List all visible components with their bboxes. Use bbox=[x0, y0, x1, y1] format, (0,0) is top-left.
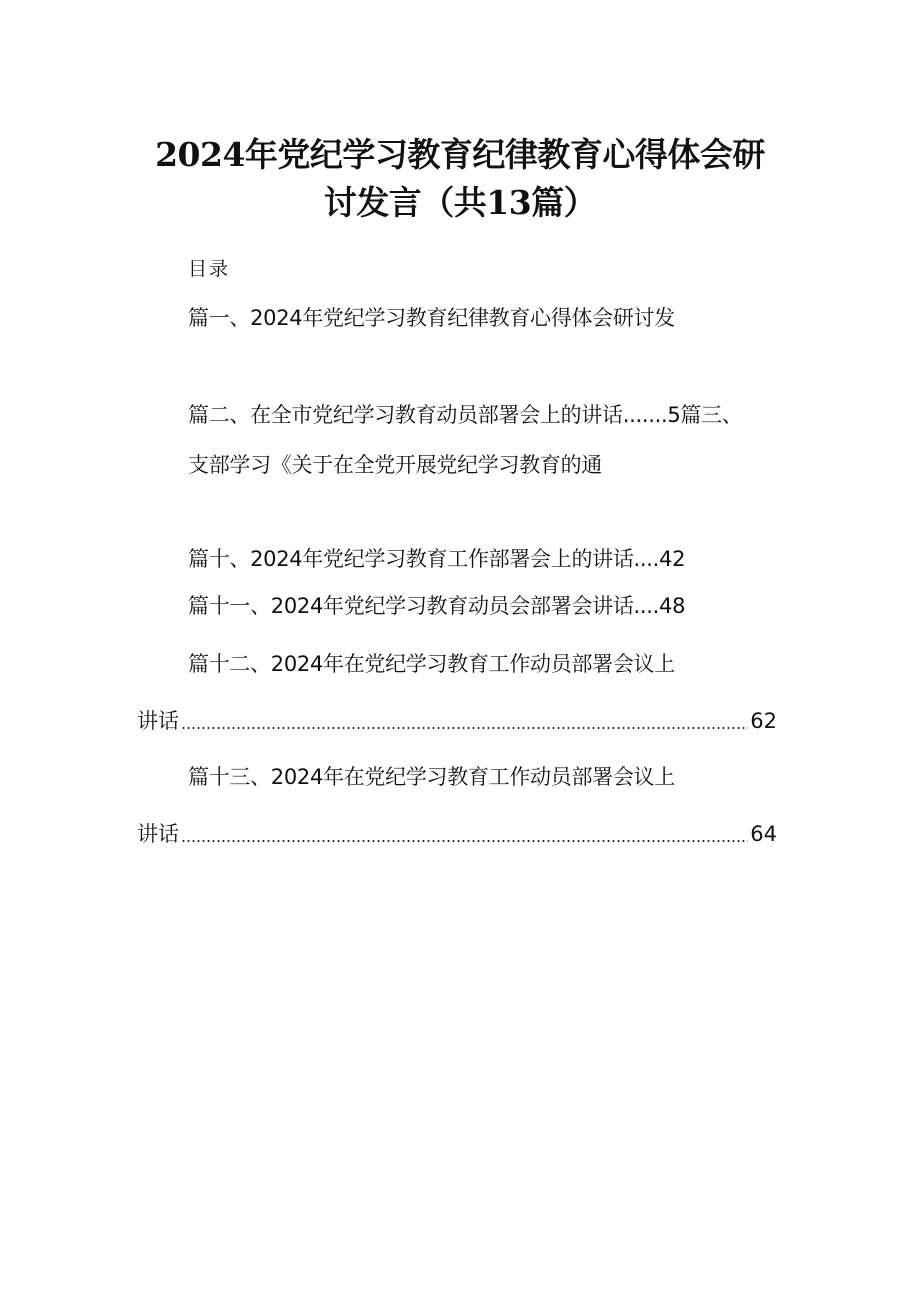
toc-entry[interactable]: 篇一、2024年党纪学习教育纪律教育心得体会研讨发 bbox=[188, 306, 675, 330]
toc-entry[interactable]: 篇二、在全市党纪学习教育动员部署会上的讲话.......5篇三、 bbox=[188, 403, 743, 427]
toc-page-number: 62 bbox=[750, 709, 777, 733]
toc-entry-label: 讲话 bbox=[137, 822, 179, 846]
toc-entry-continuation[interactable] bbox=[137, 819, 777, 849]
toc-entry[interactable]: 篇十三、2024年在党纪学习教育工作动员部署会议上 bbox=[188, 765, 675, 789]
toc-entry-continuation[interactable] bbox=[137, 706, 777, 736]
toc-entry[interactable]: 支部学习《关于在全党开展党纪学习教育的通 bbox=[188, 453, 602, 477]
toc-heading: 目录 bbox=[188, 258, 231, 280]
toc-entry[interactable]: 篇十二、2024年在党纪学习教育工作动员部署会议上 bbox=[188, 652, 675, 676]
toc-entry[interactable]: 篇十、2024年党纪学习教育工作部署会上的讲话....42 bbox=[188, 547, 686, 571]
toc-entry[interactable]: 篇十一、2024年党纪学习教育动员会部署会讲话....48 bbox=[188, 594, 686, 618]
document-title-line-1: 2024年党纪学习教育纪律教育心得体会研 bbox=[155, 135, 765, 174]
toc-entry-label: 讲话 bbox=[137, 709, 179, 733]
toc-leader-dots bbox=[181, 727, 748, 729]
toc-leader-dots bbox=[181, 840, 748, 842]
document-title-line-2: 讨发言（共13篇） bbox=[323, 183, 597, 222]
toc-page-number: 64 bbox=[750, 822, 777, 846]
